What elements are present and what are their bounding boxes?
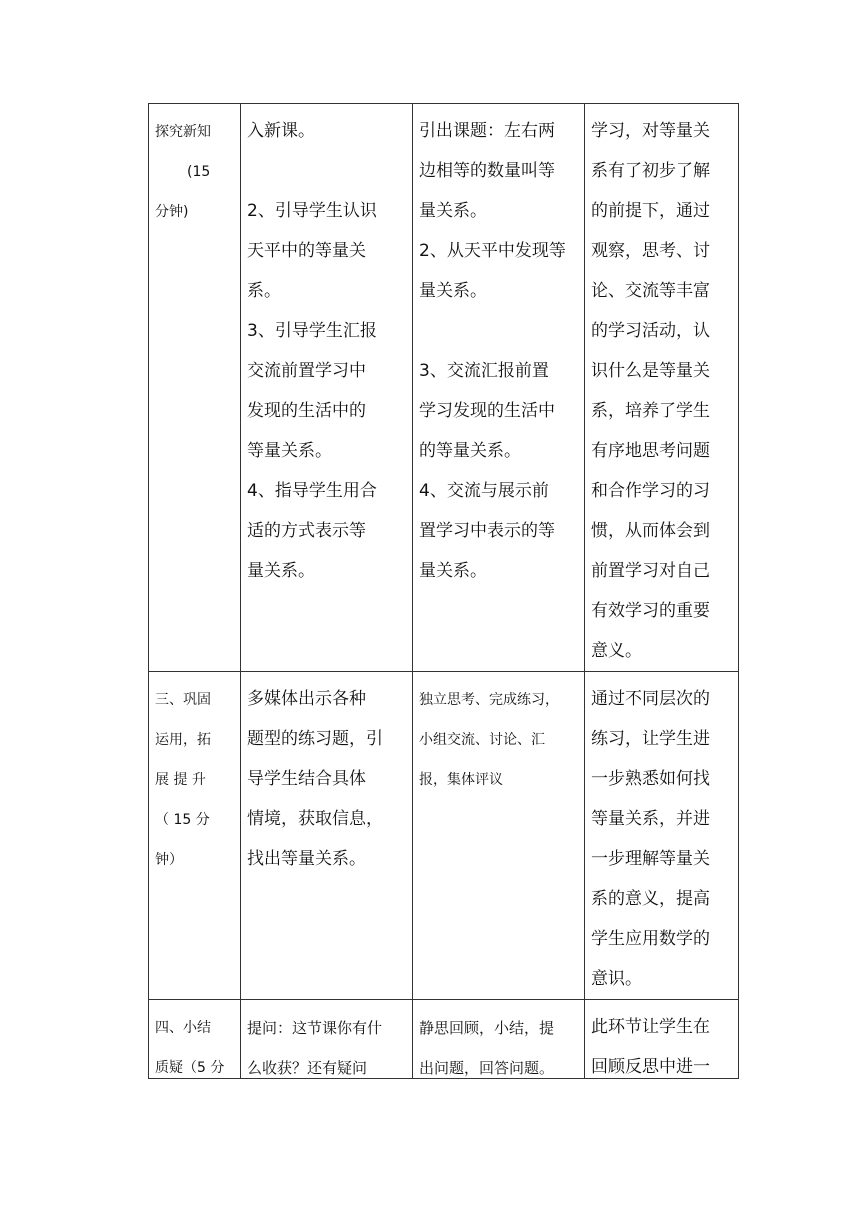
cell-text-line: 系有了初步了解 (591, 161, 710, 181)
cell-text-line: 导学生结合具体 (247, 769, 366, 789)
cell-text-line: 学生应用数学的 (591, 929, 710, 949)
cell-text-line: 等量关系。 (247, 441, 332, 461)
cell-text-line: 一步熟悉如何找 (591, 769, 710, 789)
cell-text-line: 意义。 (591, 641, 642, 661)
cell-text-line: 情境，获取信息， (247, 809, 383, 829)
cell-text-line: 展 提 升 (155, 772, 206, 788)
student-activity-cell (413, 672, 585, 1000)
cell-text-line: 钟） (155, 852, 183, 868)
cell-text-line: 置学习中表示的等 (419, 521, 555, 541)
cell-text-line: (15 (187, 164, 211, 180)
lesson-plan-table (148, 103, 739, 1079)
cell-text-line: 的学习活动，认 (591, 321, 710, 341)
cell-text-line: 3、交流汇报前置 (419, 361, 549, 381)
cell-text-line: 找出等量关系。 (247, 849, 366, 869)
cell-text-line: 回顾反思中进一 (591, 1057, 710, 1077)
table-row (149, 1000, 739, 1079)
cell-text-line: 独立思考、完成练习， (419, 692, 559, 708)
table-row (149, 672, 739, 1000)
cell-text-line: （ 15 分 (155, 812, 210, 828)
cell-text-line: 练习，让学生进 (591, 729, 710, 749)
cell-text-line: 学习发现的生活中 (419, 401, 555, 421)
cell-text-line: 2、引导学生认识 (247, 201, 377, 221)
cell-text-line: 等量关系，并进 (591, 809, 710, 829)
cell-text-line: 入新课。 (247, 121, 315, 141)
cell-text-line: 交流前置学习中 (247, 361, 366, 381)
student-activity-cell (413, 104, 585, 672)
teacher-activity-cell (241, 672, 413, 1000)
cell-text-line: 探究新知 (155, 124, 211, 140)
cell-text-line: 量关系。 (247, 561, 315, 581)
cell-text-line: 引出课题：左右两 (419, 121, 555, 141)
table-row (149, 104, 739, 672)
cell-text-line: 4、交流与展示前 (419, 481, 549, 501)
cell-text-line: 系的意义，提高 (591, 889, 710, 909)
cell-text-line: 的前提下，通过 (591, 201, 710, 221)
cell-text-line: 出问题，回答问题。 (419, 1059, 555, 1077)
design-intent-cell (585, 104, 739, 672)
cell-text-line: 此环节让学生在 (591, 1017, 710, 1037)
cell-text-line: 提问：这节课你有什 (247, 1019, 383, 1037)
stage-cell (149, 104, 241, 672)
cell-text-line: 么收获？还有疑问 (247, 1059, 368, 1077)
cell-text-line: 有效学习的重要 (591, 601, 710, 621)
cell-text-line: 3、引导学生汇报 (247, 321, 377, 341)
stage-cell (149, 672, 241, 1000)
cell-text-line: 系。 (247, 281, 281, 301)
cell-text-line: 三、巩固 (155, 692, 211, 708)
cell-text-line: 量关系。 (419, 201, 487, 221)
cell-text-line: 质疑（5 分 (155, 1060, 225, 1076)
cell-text-line (419, 311, 578, 351)
cell-text-line: 通过不同层次的 (591, 689, 710, 709)
cell-text-line: 一步理解等量关 (591, 849, 710, 869)
cell-text-line: 识什么是等量关 (591, 361, 710, 381)
cell-text-line: 分钟) (155, 204, 189, 220)
cell-text-line: 2、从天平中发现等 (419, 241, 566, 261)
cell-text-line: 意识。 (591, 969, 642, 989)
cell-text-line: 边相等的数量叫等 (419, 161, 555, 181)
stage-cell (149, 1000, 241, 1079)
cell-text-line: 天平中的等量关 (247, 241, 366, 261)
cell-text-line: 和合作学习的习 (591, 481, 710, 501)
design-intent-cell (585, 672, 739, 1000)
cell-text-line: 观察，思考、讨 (591, 241, 710, 261)
cell-text-line: 报，集体评议 (419, 772, 503, 788)
cell-text-line: 多媒体出示各种 (247, 689, 366, 709)
cell-text-line: 系，培养了学生 (591, 401, 710, 421)
cell-text-line: 4、指导学生用合 (247, 481, 377, 501)
cell-text-line: 发现的生活中的 (247, 401, 366, 421)
cell-text-line: 量关系。 (419, 281, 487, 301)
cell-text-line: 惯，从而体会到 (591, 521, 710, 541)
teacher-activity-cell (241, 1000, 413, 1079)
student-activity-cell (413, 1000, 585, 1079)
cell-text-line: 学习，对等量关 (591, 121, 710, 141)
cell-text-line: 论、交流等丰富 (591, 281, 710, 301)
design-intent-cell (585, 1000, 739, 1079)
cell-text-line: 量关系。 (419, 561, 487, 581)
cell-text-line: 四、小结 (155, 1020, 211, 1036)
cell-text-line: 的等量关系。 (419, 441, 521, 461)
cell-text-line: 前置学习对自己 (591, 561, 710, 581)
cell-text-line (247, 151, 406, 191)
cell-text-line: 静思回顾，小结，提 (419, 1019, 555, 1037)
teacher-activity-cell (241, 104, 413, 672)
cell-text-line: 运用，拓 (155, 732, 211, 748)
cell-text-line: 小组交流、讨论、汇 (419, 732, 545, 748)
cell-text-line: 题型的练习题，引 (247, 729, 383, 749)
cell-text-line: 适的方式表示等 (247, 521, 366, 541)
cell-text-line: 有序地思考问题 (591, 441, 710, 461)
